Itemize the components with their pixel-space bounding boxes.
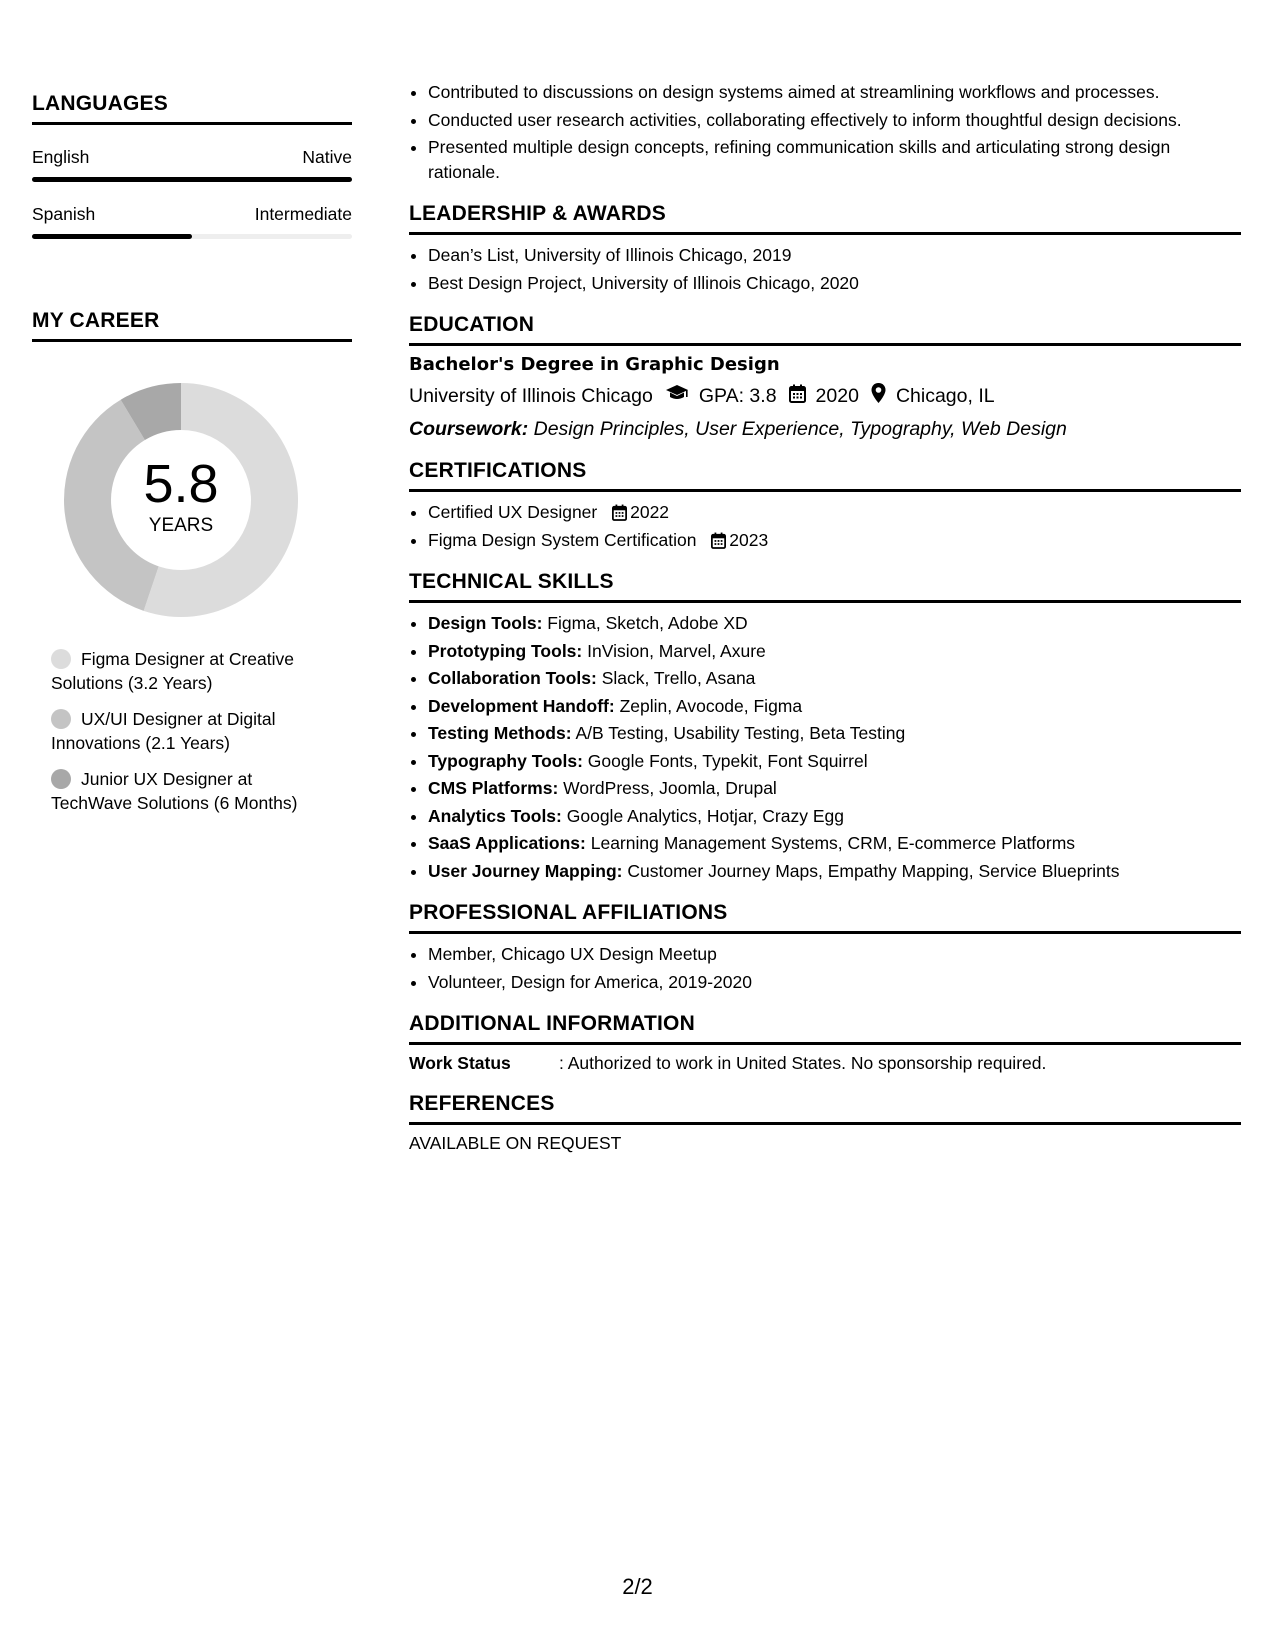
skill-value: Customer Journey Maps, Empathy Mapping, Service Blueprints — [627, 860, 1120, 881]
language-item — [32, 204, 352, 239]
skill-value: A/B Testing, Usability Testing, Beta Testing — [575, 723, 906, 743]
certification-date — [612, 502, 669, 522]
legend-label: Figma Designer at Creative Solutions (3.2 Years) — [51, 649, 294, 693]
school-name: University of Illinois Chicago — [409, 384, 653, 407]
map-pin-icon — [871, 383, 886, 409]
skill-label: Analytics Tools: — [428, 805, 562, 826]
list-item: • Member, Chicago UX Design Meetup — [428, 942, 1241, 967]
education-section — [409, 313, 1241, 441]
career-donut-chart — [56, 375, 306, 625]
legend-item — [51, 767, 331, 815]
skills-section — [409, 570, 1241, 883]
skill-value: Learning Management Systems, CRM, E-commerce Platforms — [590, 833, 1076, 853]
certification-name: Figma Design System Certification — [428, 529, 697, 550]
career-total-years: 5.8 — [143, 454, 219, 514]
leadership-title: LEADERSHIP & AWARDS — [409, 202, 1241, 235]
left-column — [32, 92, 352, 827]
skill-label: Prototyping Tools: — [428, 640, 583, 661]
legend-label: Junior UX Designer at TechWave Solutions (6 Months) — [51, 769, 298, 813]
coursework-list: Design Principles, User Experience, Typography, Web Design — [533, 418, 1067, 440]
right-column — [409, 80, 1241, 1154]
calendar-icon — [711, 532, 726, 549]
skill-item — [428, 749, 1241, 774]
skill-value: Figma, Sketch, Adobe XD — [547, 613, 748, 633]
affiliations-title: PROFESSIONAL AFFILIATIONS — [409, 901, 1241, 934]
skill-label: CMS Platforms: — [428, 778, 559, 798]
list-item: • Volunteer, Design for America, 2019-2020 — [428, 970, 1241, 995]
skill-value: InVision, Marvel, Axure — [587, 640, 766, 661]
skill-label: Design Tools: — [428, 613, 543, 633]
skill-value: Google Analytics, Hotjar, Crazy Egg — [566, 805, 844, 826]
skill-item — [428, 639, 1241, 664]
skill-value: WordPress, Joomla, Drupal — [563, 778, 777, 798]
skill-item — [428, 804, 1241, 829]
certification-item — [428, 500, 1241, 525]
skill-item — [428, 666, 1241, 691]
language-level: Native — [302, 147, 352, 167]
education-location: Chicago, IL — [895, 384, 995, 407]
skill-value: Zeplin, Avocode, Figma — [619, 695, 803, 716]
skill-label: User Journey Mapping: — [428, 860, 623, 881]
legend-dot — [51, 769, 71, 789]
career-title: MY CAREER — [32, 309, 352, 342]
education-title: EDUCATION — [409, 313, 1241, 346]
language-proficiency-bar — [32, 234, 352, 239]
list-item: • Dean’s List, University of Illinois Chicago, 2019 — [428, 243, 1241, 268]
graduation-year: 2020 — [815, 384, 859, 407]
language-proficiency-fill — [32, 177, 352, 182]
career-section — [32, 309, 352, 815]
career-legend — [51, 647, 331, 815]
certification-year: 2022 — [630, 502, 670, 522]
list-item: • Contributed to discussions on design systems aimed at streamlining workflows and processes. — [428, 80, 1241, 105]
certification-year: 2023 — [729, 529, 769, 550]
affiliations-section — [409, 901, 1241, 994]
skill-label: Collaboration Tools: — [428, 668, 597, 688]
list-item: • Best Design Project, University of Illinois Chicago, 2020 — [428, 271, 1241, 296]
certification-name: Certified UX Designer — [428, 502, 598, 522]
references-title: REFERENCES — [409, 1092, 1241, 1125]
references-section — [409, 1092, 1241, 1154]
skill-label: Development Handoff: — [428, 695, 615, 716]
leadership-section — [409, 202, 1241, 295]
languages-title: LANGUAGES — [32, 92, 352, 125]
experience-bullets — [409, 80, 1241, 184]
calendar-icon — [612, 504, 627, 521]
language-proficiency-bar — [32, 177, 352, 182]
certification-date — [711, 530, 768, 550]
degree-title: Bachelor's Degree in Graphic Design — [409, 354, 780, 375]
donut-center — [56, 375, 306, 625]
coursework — [409, 418, 1241, 441]
skill-item — [428, 721, 1241, 746]
page-number: 2/2 — [622, 1574, 653, 1599]
language-item — [32, 147, 352, 182]
skill-item — [428, 611, 1241, 636]
work-status-label: Work Status — [409, 1053, 511, 1073]
work-status-row — [409, 1053, 1241, 1074]
references-text: AVAILABLE ON REQUEST — [409, 1133, 622, 1153]
language-level: Intermediate — [254, 204, 352, 224]
language-name: Spanish — [32, 204, 96, 224]
career-total-unit: YEARS — [148, 515, 214, 536]
legend-item — [51, 647, 331, 695]
graduation-cap-icon — [665, 384, 689, 408]
languages-section — [32, 92, 352, 239]
skill-item — [428, 831, 1241, 856]
legend-label: UX/UI Designer at Digital Innovations (2.1 Years) — [51, 709, 276, 753]
work-status-value: : Authorized to work in United States. No sponsorship required. — [559, 1053, 1047, 1073]
gpa: GPA: 3.8 — [698, 384, 777, 407]
skill-item — [428, 859, 1241, 884]
coursework-label: Coursework: — [409, 418, 529, 440]
legend-item — [51, 707, 331, 755]
skill-label: Testing Methods: — [428, 723, 572, 743]
calendar-icon — [789, 384, 806, 409]
list-item: • Presented multiple design concepts, refining communication skills and articulating strong design rationale. — [428, 135, 1241, 184]
skill-item — [428, 694, 1241, 719]
skill-label: Typography Tools: — [428, 750, 583, 771]
skill-label: SaaS Applications: — [428, 833, 586, 853]
certifications-title: CERTIFICATIONS — [409, 459, 1241, 492]
skill-value: Slack, Trello, Asana — [601, 668, 756, 688]
additional-info-section — [409, 1012, 1241, 1074]
skills-title: TECHNICAL SKILLS — [409, 570, 1241, 603]
legend-dot — [51, 649, 71, 669]
certifications-section — [409, 459, 1241, 552]
education-details — [409, 383, 1241, 409]
skill-value: Google Fonts, Typekit, Font Squirrel — [587, 750, 868, 771]
language-proficiency-fill — [32, 234, 192, 239]
list-item: • Conducted user research activities, collaborating effectively to inform thoughtful design decisions. — [428, 108, 1241, 133]
additional-info-title: ADDITIONAL INFORMATION — [409, 1012, 1241, 1045]
certification-item — [428, 528, 1241, 553]
legend-dot — [51, 709, 71, 729]
skill-item — [428, 776, 1241, 801]
language-name: English — [32, 147, 90, 167]
